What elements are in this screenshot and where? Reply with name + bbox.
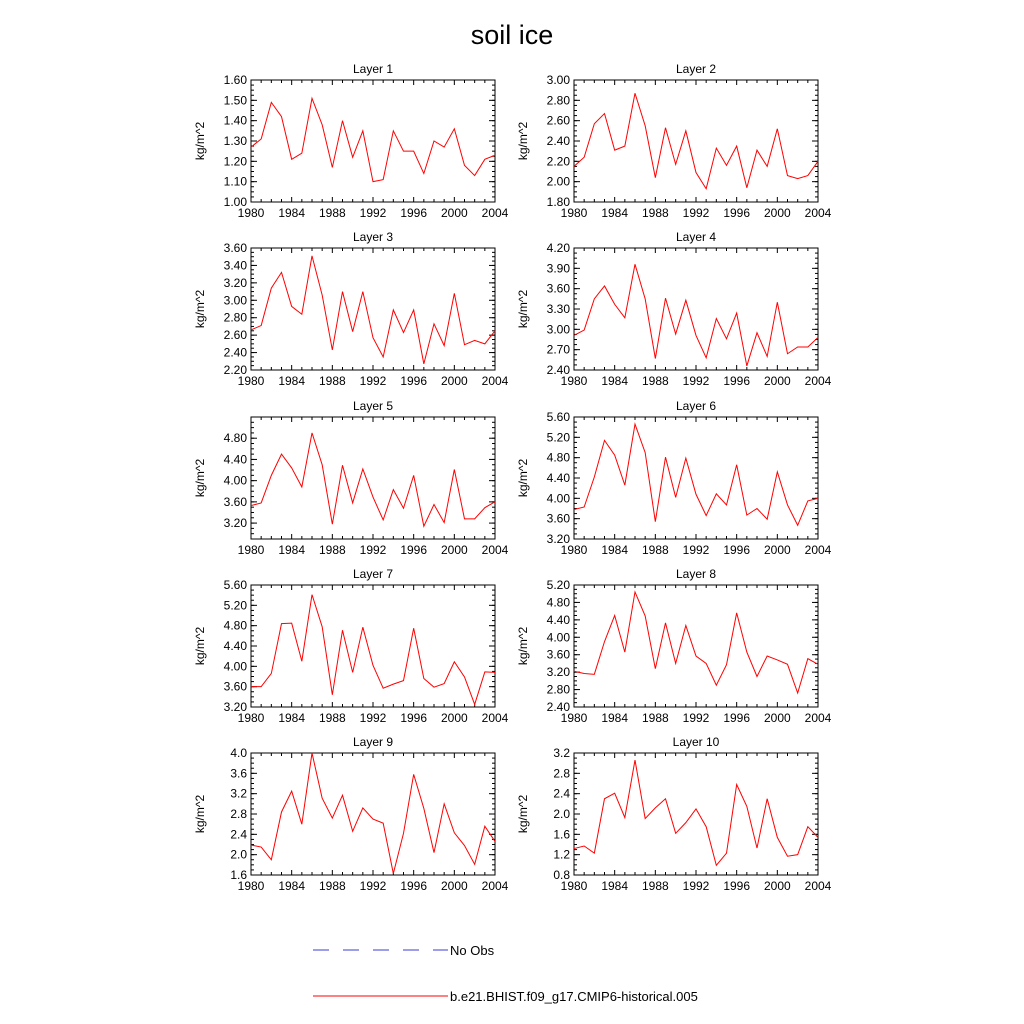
x-tick-label: 1996	[400, 879, 428, 893]
y-tick-label: 3.20	[223, 275, 247, 290]
y-tick-label: 3.30	[546, 302, 570, 316]
y-tick-label: 2.80	[546, 682, 570, 697]
y-axis-label: kg/m^2	[193, 121, 207, 161]
x-tick-label: 2004	[481, 543, 509, 557]
y-tick-label: 5.60	[223, 578, 247, 592]
x-tick-label: 1992	[682, 543, 710, 557]
y-tick-label: 4.80	[223, 618, 247, 633]
x-tick-label: 1992	[682, 374, 710, 388]
y-tick-label: 3.20	[223, 516, 247, 531]
x-tick-label: 1984	[278, 879, 306, 893]
y-tick-label: 1.40	[223, 113, 247, 128]
x-tick-label: 1980	[560, 879, 588, 893]
plot-frame	[251, 417, 495, 539]
series-line	[574, 760, 818, 865]
series-line	[251, 256, 495, 364]
figure-title: soil ice	[470, 20, 554, 50]
legend-obs-label: No Obs	[450, 943, 495, 958]
y-tick-label: 3.00	[546, 73, 570, 87]
series-line	[251, 753, 495, 873]
y-tick-label: 5.20	[546, 430, 570, 445]
y-axis-label: kg/m^2	[516, 626, 530, 666]
y-tick-label: 0.8	[553, 868, 570, 882]
x-tick-label: 2004	[481, 206, 509, 220]
legend-model-label: b.e21.BHIST.f09_g17.CMIP6-historical.005	[450, 989, 698, 1004]
x-tick-label: 1984	[278, 374, 306, 388]
plot-frame	[251, 585, 495, 707]
series-line	[574, 592, 818, 693]
y-tick-label: 5.60	[546, 410, 570, 424]
panel-title: Layer 7	[352, 567, 394, 581]
y-tick-label: 3.60	[223, 241, 247, 255]
y-tick-label: 1.6	[553, 827, 570, 842]
panel-layer-9	[193, 735, 509, 893]
y-tick-label: 4.00	[223, 473, 247, 488]
x-tick-label: 1988	[641, 374, 669, 388]
plot-frame	[251, 248, 495, 370]
y-tick-label: 2.4	[230, 827, 247, 842]
x-tick-label: 1996	[400, 374, 428, 388]
y-tick-label: 3.20	[546, 532, 570, 546]
panel-title: Layer 4	[675, 230, 717, 244]
x-tick-label: 1988	[318, 711, 346, 725]
panel-title: Layer 3	[352, 230, 394, 244]
x-tick-label: 1984	[601, 711, 629, 725]
y-axis-label: kg/m^2	[193, 289, 207, 329]
x-tick-label: 2000	[763, 711, 791, 725]
x-tick-label: 1980	[560, 206, 588, 220]
x-tick-label: 1980	[237, 543, 265, 557]
x-tick-label: 1988	[318, 374, 346, 388]
y-tick-label: 3.60	[223, 679, 247, 694]
y-tick-label: 2.00	[546, 174, 570, 189]
y-tick-label: 3.00	[223, 293, 247, 308]
y-tick-label: 3.60	[223, 494, 247, 509]
x-tick-label: 1996	[400, 206, 428, 220]
panel-layer-6	[516, 399, 832, 557]
y-axis-label: kg/m^2	[193, 794, 207, 834]
x-tick-label: 2004	[481, 879, 509, 893]
x-tick-label: 1980	[237, 206, 265, 220]
y-tick-label: 4.00	[546, 491, 570, 506]
x-tick-label: 1996	[400, 711, 428, 725]
y-tick-label: 2.60	[223, 328, 247, 343]
panel-layer-8	[516, 567, 832, 725]
x-tick-label: 1984	[278, 543, 306, 557]
y-tick-label: 5.20	[223, 598, 247, 613]
x-tick-label: 2000	[440, 374, 468, 388]
series-line	[574, 424, 818, 525]
y-tick-label: 2.60	[546, 113, 570, 128]
plot-frame	[574, 80, 818, 202]
panel-layer-4	[516, 230, 832, 388]
y-tick-label: 3.60	[546, 281, 570, 296]
plot-frame	[251, 753, 495, 875]
panel-title: Layer 2	[675, 62, 717, 76]
series-line	[574, 264, 818, 366]
x-tick-label: 1980	[237, 374, 265, 388]
y-tick-label: 2.40	[223, 345, 247, 360]
y-tick-label: 4.40	[546, 612, 570, 627]
plot-frame	[574, 753, 818, 875]
legend	[313, 943, 698, 1004]
x-tick-label: 1992	[359, 206, 387, 220]
x-tick-label: 1980	[237, 879, 265, 893]
x-tick-label: 1984	[278, 206, 306, 220]
series-line	[574, 93, 818, 189]
x-tick-label: 2000	[763, 543, 791, 557]
panel-title: Layer 1	[352, 62, 394, 76]
y-tick-label: 2.80	[546, 93, 570, 108]
y-tick-label: 4.40	[546, 471, 570, 485]
y-tick-label: 1.10	[223, 174, 247, 189]
x-tick-label: 1984	[601, 206, 629, 220]
x-tick-label: 1988	[641, 543, 669, 557]
x-tick-label: 1984	[601, 374, 629, 388]
y-tick-label: 2.70	[546, 342, 570, 357]
x-tick-label: 1996	[723, 374, 751, 388]
y-tick-label: 2.20	[223, 363, 247, 377]
y-tick-label: 2.8	[553, 766, 570, 781]
series-line	[251, 595, 495, 705]
y-tick-label: 3.00	[546, 322, 570, 337]
x-tick-label: 2004	[804, 374, 832, 388]
y-tick-label: 2.40	[546, 363, 570, 377]
x-tick-label: 1992	[359, 543, 387, 557]
y-tick-label: 2.0	[230, 847, 247, 862]
x-tick-label: 2000	[440, 206, 468, 220]
y-axis-label: kg/m^2	[516, 458, 530, 498]
y-tick-label: 2.0	[553, 807, 570, 821]
x-tick-label: 1996	[723, 711, 751, 725]
x-tick-label: 1988	[641, 711, 669, 725]
x-tick-label: 1988	[318, 543, 346, 557]
y-tick-label: 3.2	[230, 786, 247, 801]
series-line	[251, 433, 495, 526]
plot-frame	[574, 248, 818, 370]
x-tick-label: 1992	[359, 374, 387, 388]
x-tick-label: 2004	[804, 879, 832, 893]
y-tick-label: 1.30	[223, 134, 247, 148]
x-tick-label: 1992	[682, 879, 710, 893]
x-tick-label: 2000	[440, 543, 468, 557]
x-tick-label: 1996	[723, 206, 751, 220]
x-tick-label: 1996	[723, 543, 751, 557]
y-tick-label: 3.2	[553, 746, 570, 760]
x-tick-label: 1980	[560, 711, 588, 725]
x-tick-label: 1980	[237, 711, 265, 725]
x-tick-label: 1988	[641, 879, 669, 893]
y-tick-label: 1.50	[223, 93, 247, 108]
y-tick-label: 4.00	[546, 630, 570, 645]
y-tick-label: 2.40	[546, 134, 570, 148]
y-tick-label: 4.0	[230, 746, 247, 760]
y-tick-label: 3.20	[546, 665, 570, 680]
y-tick-label: 4.40	[223, 639, 247, 653]
y-tick-label: 4.80	[223, 431, 247, 446]
x-tick-label: 2004	[804, 206, 832, 220]
y-tick-label: 2.40	[546, 700, 570, 714]
y-tick-label: 3.90	[546, 261, 570, 276]
y-tick-label: 1.2	[553, 847, 570, 862]
y-tick-label: 3.60	[546, 647, 570, 662]
x-tick-label: 1992	[682, 711, 710, 725]
y-tick-label: 1.6	[230, 868, 247, 882]
panel-title: Layer 6	[675, 399, 717, 413]
x-tick-label: 1988	[318, 206, 346, 220]
y-tick-label: 1.60	[223, 73, 247, 87]
y-axis-label: kg/m^2	[516, 794, 530, 834]
x-tick-label: 1980	[560, 374, 588, 388]
x-tick-label: 1992	[359, 711, 387, 725]
x-tick-label: 2000	[763, 374, 791, 388]
y-tick-label: 2.20	[546, 154, 570, 169]
y-tick-label: 1.00	[223, 195, 247, 209]
y-tick-label: 4.80	[546, 450, 570, 465]
x-tick-label: 1992	[682, 206, 710, 220]
y-tick-label: 2.8	[230, 807, 247, 821]
x-tick-label: 1984	[601, 543, 629, 557]
x-tick-label: 2004	[481, 374, 509, 388]
x-tick-label: 2004	[481, 711, 509, 725]
y-tick-label: 1.20	[223, 154, 247, 169]
x-tick-label: 1984	[278, 711, 306, 725]
x-tick-label: 1988	[318, 879, 346, 893]
y-tick-label: 3.20	[223, 700, 247, 714]
panels	[193, 62, 832, 893]
panel-layer-3	[193, 230, 509, 388]
plot-frame	[574, 417, 818, 539]
x-tick-label: 2004	[804, 543, 832, 557]
y-axis-label: kg/m^2	[193, 626, 207, 666]
plot-frame	[574, 585, 818, 707]
x-tick-label: 1988	[641, 206, 669, 220]
y-tick-label: 4.00	[223, 659, 247, 674]
x-tick-label: 2004	[804, 711, 832, 725]
x-tick-label: 1996	[723, 879, 751, 893]
panel-layer-10	[516, 735, 832, 893]
series-line	[251, 98, 495, 181]
panel-layer-5	[193, 399, 509, 557]
x-tick-label: 1992	[359, 879, 387, 893]
y-tick-label: 3.60	[546, 511, 570, 526]
x-tick-label: 1980	[560, 543, 588, 557]
y-tick-label: 2.80	[223, 310, 247, 325]
x-tick-label: 2000	[763, 206, 791, 220]
y-tick-label: 3.6	[230, 766, 247, 781]
y-tick-label: 4.20	[546, 241, 570, 255]
panel-title: Layer 5	[352, 399, 394, 413]
x-tick-label: 2000	[440, 711, 468, 725]
y-axis-label: kg/m^2	[516, 121, 530, 161]
y-axis-label: kg/m^2	[516, 289, 530, 329]
x-tick-label: 1984	[601, 879, 629, 893]
x-tick-label: 2000	[763, 879, 791, 893]
y-tick-label: 4.80	[546, 595, 570, 610]
panel-layer-7	[193, 567, 509, 725]
y-tick-label: 2.4	[553, 786, 570, 801]
y-tick-label: 5.20	[546, 578, 570, 592]
y-tick-label: 1.80	[546, 195, 570, 209]
panel-layer-1	[193, 62, 509, 220]
x-tick-label: 1996	[400, 543, 428, 557]
panel-layer-2	[516, 62, 832, 220]
y-tick-label: 3.40	[223, 258, 247, 273]
y-tick-label: 4.40	[223, 452, 247, 467]
panel-title: Layer 9	[352, 735, 394, 749]
x-tick-label: 2000	[440, 879, 468, 893]
panel-title: Layer 10	[672, 735, 720, 749]
panel-title: Layer 8	[675, 567, 717, 581]
y-axis-label: kg/m^2	[193, 458, 207, 498]
